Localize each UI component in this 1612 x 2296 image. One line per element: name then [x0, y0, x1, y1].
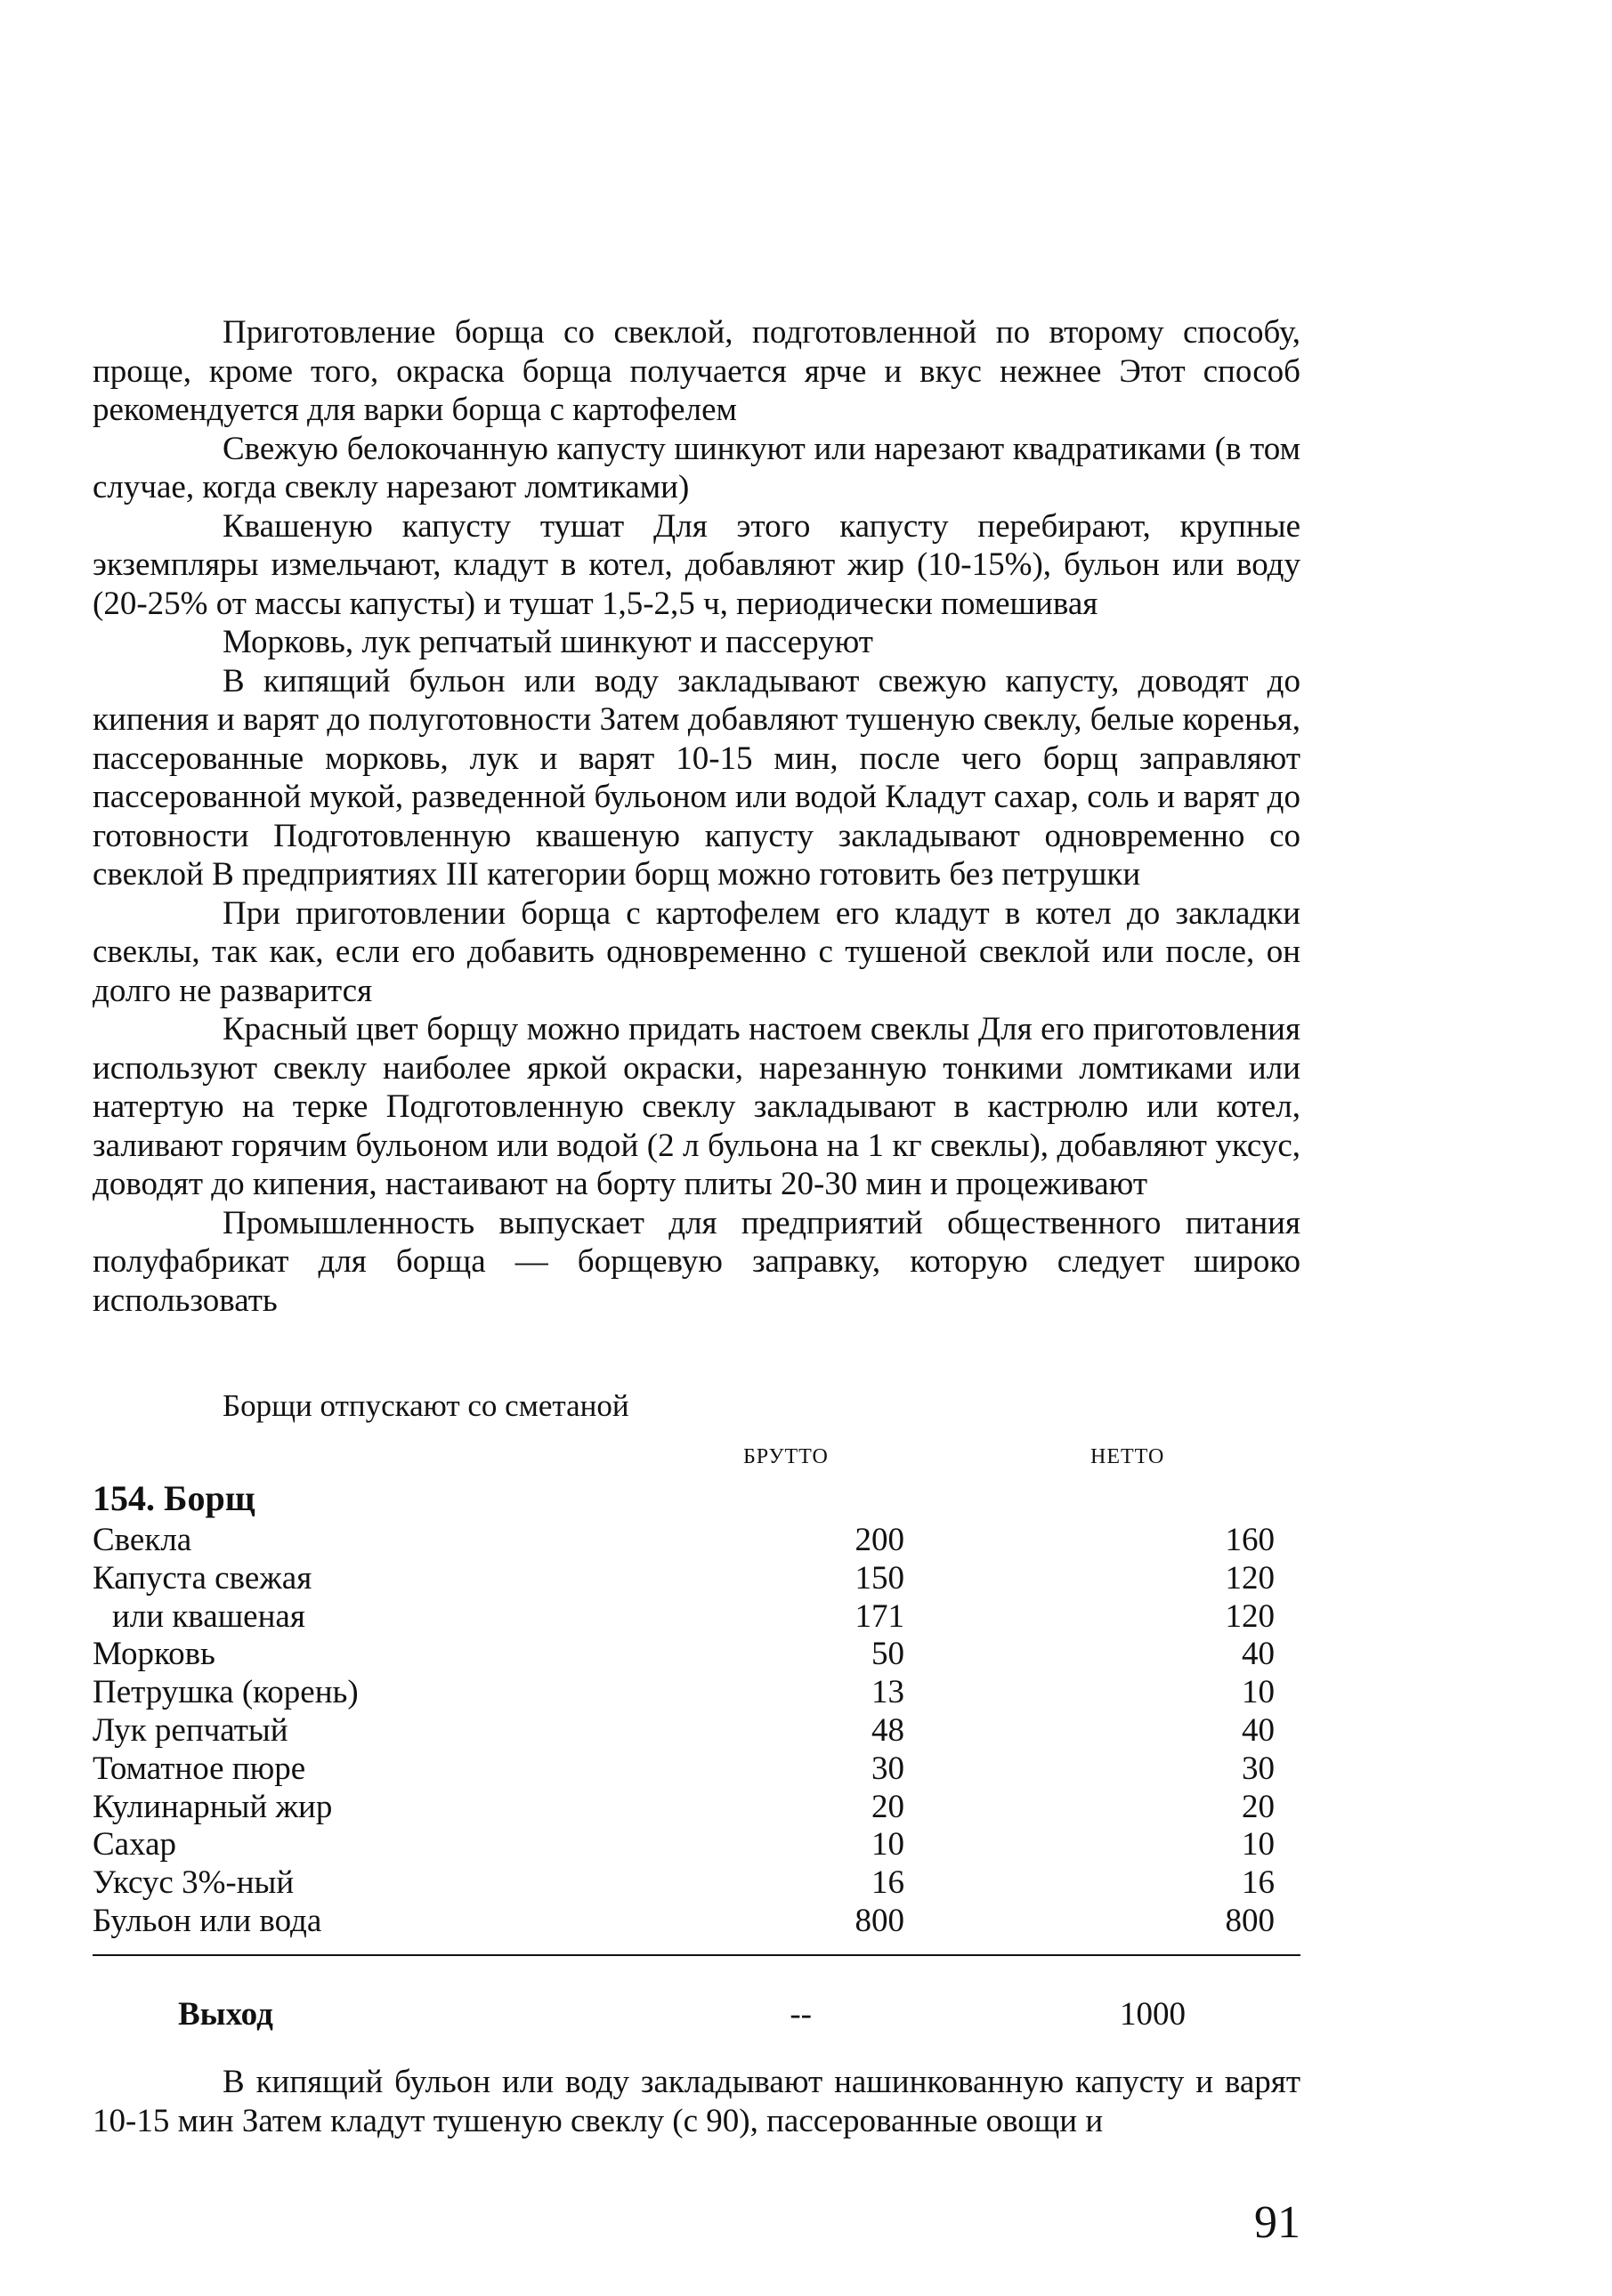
yield-netto: 1000	[1120, 1996, 1186, 2033]
ingredient-row	[93, 1712, 1300, 1750]
ingredient-name: или квашеная	[112, 1597, 305, 1635]
paragraph: Квашеную капусту тушат Для этого капусту перебирают, крупные экземпляры измельчают, кладут в котел, добавляют жир (10-15%), бульон или воду (20-25% от массы капусты) и тушат 1,5-2,5 ч, периодически помешивая	[93, 507, 1300, 622]
ingredient-brutto: 800	[855, 1902, 904, 1939]
ingredient-name: Сахар	[93, 1826, 177, 1863]
ingredient-netto: 16	[1242, 1864, 1275, 1902]
ingredient-brutto: 30	[871, 1750, 904, 1787]
ingredient-brutto: 150	[855, 1559, 904, 1597]
ingredient-brutto: 20	[871, 1788, 904, 1825]
ingredient-name: Уксус 3%-ный	[93, 1864, 295, 1902]
ingredient-row	[93, 1636, 1300, 1674]
table-divider	[93, 1954, 1300, 1956]
ingredient-brutto: 13	[871, 1674, 904, 1711]
ingredient-row	[93, 1750, 1300, 1789]
ingredient-name: Лук репчатый	[93, 1711, 288, 1749]
ingredient-netto: 20	[1242, 1788, 1275, 1825]
ingredient-netto: 40	[1242, 1636, 1275, 1673]
ingredient-netto: 160	[1225, 1522, 1275, 1558]
yield-brutto: --	[790, 1996, 812, 2033]
ingredients-table	[93, 1522, 1300, 1941]
paragraph: В кипящий бульон или воду закладывают свежую капусту, доводят до кипения и варят до полуготовности Затем добавляют тушеную свеклу, белые коренья, пассерованные морковь, лук и варят 10-15 мин, после чего борщ заправляют пассерованной мукой, разведенной бульоном или водой Кладут сахар, соль и варят до готовности Подготовленную квашеную капусту закладывают одновременно со свеклой В предприятиях III категории борщ можно готовить без петрушки	[93, 662, 1300, 893]
serving-note: Борщи отпускают со сметаной	[223, 1388, 629, 1423]
ingredient-brutto: 10	[871, 1826, 904, 1863]
ingredient-row	[93, 1598, 1300, 1637]
ingredient-netto: 800	[1225, 1902, 1275, 1939]
ingredient-netto: 10	[1242, 1674, 1275, 1711]
ingredient-netto: 120	[1225, 1597, 1275, 1635]
ingredient-netto: 30	[1242, 1750, 1275, 1787]
recipe-title: 154. Борщ	[93, 1478, 255, 1518]
paragraph: В кипящий бульон или воду закладывают нашинкованную капусту и варят 10-15 мин Затем кладут тушеную свеклу (с 90), пассерованные овощи и	[93, 2064, 1300, 2139]
ingredient-name: Петрушка (корень)	[93, 1674, 359, 1711]
yield-label: Выход	[178, 1996, 273, 2033]
ingredient-name: Бульон или вода	[93, 1902, 322, 1939]
ingredient-name: Свекла	[93, 1522, 192, 1558]
paragraph: При приготовлении борща с картофелем его кладут в котел до закладки свеклы, так как, если его добавить одновременно с тушеной свеклой или после, он долго не разварится	[93, 894, 1300, 1009]
continuation-text	[93, 2063, 1300, 2141]
ingredient-row	[93, 1560, 1300, 1598]
page-number: 91	[1254, 2197, 1300, 2248]
ingredient-brutto: 50	[871, 1636, 904, 1673]
ingredient-name: Морковь	[93, 1636, 215, 1673]
ingredient-row	[93, 1522, 1300, 1560]
ingredient-row	[93, 1826, 1300, 1864]
ingredient-brutto: 48	[871, 1711, 904, 1749]
ingredient-row	[93, 1789, 1300, 1827]
ingredient-row	[93, 1864, 1300, 1903]
ingredient-brutto: 200	[855, 1522, 904, 1558]
ingredient-name: Кулинарный жир	[93, 1788, 333, 1825]
ingredient-row	[93, 1674, 1300, 1712]
ingredient-row	[93, 1903, 1300, 1941]
ingredient-netto: 10	[1242, 1826, 1275, 1863]
paragraph: Морковь, лук репчатый шинкуют и пассеруют	[223, 624, 873, 660]
column-header-brutto: БРУТТО	[743, 1445, 829, 1468]
ingredient-brutto: 171	[855, 1597, 904, 1635]
paragraph: Промышленность выпускает для предприятий общественного питания полуфабрикат для борща — борщевую заправку, которую следует широко использовать	[93, 1204, 1300, 1319]
ingredient-name: Капуста свежая	[93, 1559, 312, 1597]
ingredient-netto: 40	[1242, 1711, 1275, 1749]
body-text	[93, 313, 1300, 1320]
ingredient-name: Томатное пюре	[93, 1750, 306, 1787]
ingredient-brutto: 16	[871, 1864, 904, 1902]
paragraph: Приготовление борща со свеклой, подготовленной по второму способу, проще, кроме того, окраска борща получается ярче и вкус нежнее Этот способ рекомендуется для варки борща с картофелем	[93, 314, 1300, 428]
column-header-netto: НЕТТО	[1090, 1445, 1165, 1468]
paragraph: Свежую белокочанную капусту шинкуют или нарезают квадратиками (в том случае, когда свеклу нарезают ломтиками)	[93, 430, 1300, 505]
paragraph: Красный цвет борщу можно придать настоем свеклы Для его приготовления используют свеклу наиболее яркой окраски, нарезанную тонкими ломтиками или натертую на терке Подготовленную свеклу закладывают в кастрюлю или котел, заливают горячим бульоном или водой (2 л бульона на 1 кг свеклы), добавляют уксус, доводят до кипения, настаивают на борту плиты 20-30 мин и процеживают	[93, 1011, 1300, 1202]
ingredient-netto: 120	[1225, 1559, 1275, 1597]
